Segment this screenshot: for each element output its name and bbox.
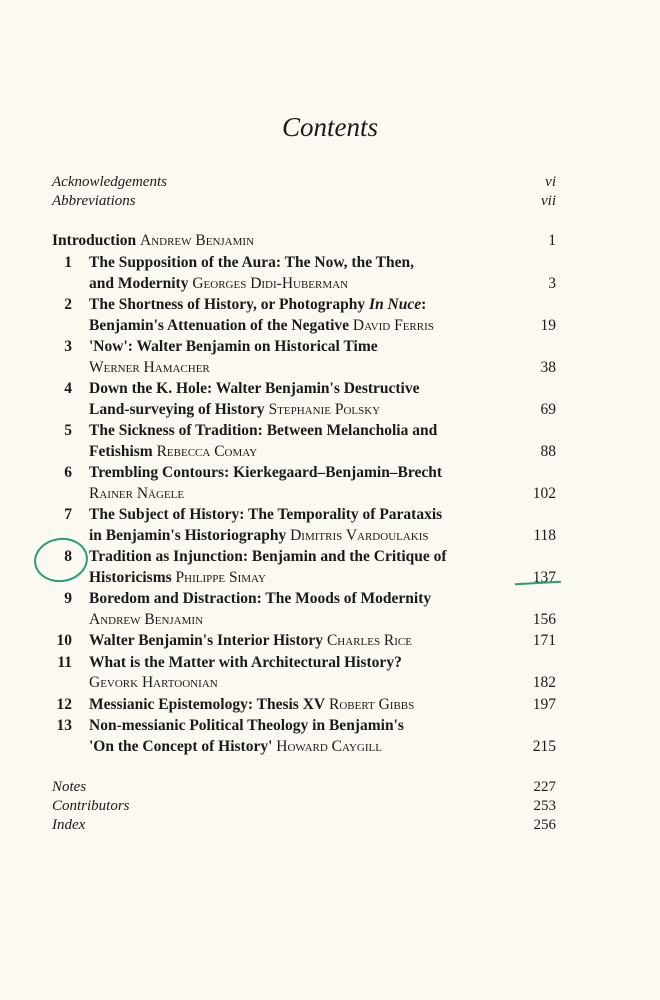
chapter-number: 4: [64, 380, 72, 397]
page-number: 197: [532, 695, 556, 713]
chapter-author: Georges Didi-Huberman: [192, 274, 349, 292]
list-item: [52, 797, 556, 816]
chapter-author: Charles Rice: [326, 632, 412, 649]
chapter-entry: [52, 547, 556, 588]
introduction-entry: [52, 231, 556, 251]
chapter-author: Philippe Simay: [175, 568, 266, 586]
chapter-title-emphasis: In Nuce: [369, 296, 422, 313]
page-number: 215: [532, 737, 556, 755]
chapter-entry: [52, 253, 556, 294]
page-number: 253: [533, 798, 556, 814]
page-number: 182: [532, 674, 556, 691]
chapter-title: Trembling Contours: Kierkegaard–Benjamin–Brecht: [89, 464, 443, 481]
list-item: [52, 192, 556, 211]
chapter-title-cont: and Modernity: [89, 274, 189, 292]
list-item: [52, 173, 556, 192]
chapter-entry: [52, 379, 556, 420]
chapter-author: Werner Hamacher: [89, 358, 210, 376]
list-item: [52, 816, 556, 835]
page-number: 1: [548, 232, 556, 249]
page-number: 69: [540, 400, 556, 418]
chapter-title: The Shortness of History, or Photography: [89, 296, 370, 313]
page-number: 102: [532, 484, 556, 502]
chapter-title: What is the Matter with Architectural History?: [89, 653, 402, 671]
page-number: 156: [532, 610, 556, 628]
chapter-number: 9: [64, 590, 72, 607]
chapter-title-punct: :: [421, 296, 427, 313]
chapter-entry: [52, 295, 556, 336]
chapter-author: Rebecca Comay: [156, 442, 258, 460]
chapter-author: Rainer Nägele: [89, 484, 185, 502]
page-title: Contents: [281, 112, 378, 142]
chapter-number: 12: [56, 695, 72, 713]
chapter-entry: [52, 463, 556, 504]
chapter-number: 6: [64, 464, 72, 481]
front-matter-label: Abbreviations: [52, 193, 136, 209]
chapter-title-cont: Historicisms: [89, 568, 172, 586]
chapter-title-cont: Land-surveying of History: [89, 400, 265, 418]
back-matter: [52, 778, 556, 835]
chapter-entry: [52, 589, 556, 630]
chapter-list: [52, 253, 556, 758]
chapter-author: Robert Gibbs: [328, 695, 415, 713]
chapter-title: Boredom and Distraction: The Moods of Modernity: [89, 590, 432, 607]
chapter-title: Down the K. Hole: Walter Benjamin's Destructive: [89, 380, 420, 397]
page-number: 38: [540, 358, 556, 376]
chapter-entry: [52, 716, 556, 757]
chapter-title: Messianic Epistemology: Thesis XV: [89, 695, 326, 713]
chapter-title: The Sickness of Tradition: Between Melancholia and: [89, 422, 438, 439]
page-number: 171: [532, 632, 556, 649]
front-matter-label: Acknowledgements: [52, 174, 167, 190]
chapter-number: 5: [64, 422, 72, 439]
chapter-title-cont: Benjamin's Attenuation of the Negative: [89, 316, 350, 334]
chapter-entry: [52, 631, 556, 652]
page-number: 118: [533, 526, 556, 544]
page-number: 88: [540, 442, 556, 460]
chapter-number: 2: [64, 296, 72, 313]
chapter-author: David Ferris: [352, 316, 434, 334]
list-item: [52, 778, 556, 797]
page-number: 19: [540, 316, 556, 334]
back-matter-label: Index: [52, 817, 86, 833]
introduction-title: Introduction: [52, 232, 137, 249]
chapter-entry: [52, 421, 556, 462]
chapter-number: 10: [56, 632, 72, 649]
chapter-author: Stephanie Polsky: [268, 400, 381, 418]
chapter-title: The Subject of History: The Temporality of Parataxis: [89, 506, 443, 523]
introduction-author: Andrew Benjamin: [140, 232, 255, 249]
chapter-number: 1: [64, 254, 72, 271]
chapter-author: Gevork Hartoonian: [89, 674, 218, 691]
chapter-entry: [52, 695, 556, 716]
back-matter-label: Contributors: [52, 798, 130, 814]
page-number: 137: [532, 568, 556, 586]
chapter-title-cont: 'On the Concept of History': [89, 737, 273, 755]
back-matter-label: Notes: [52, 779, 87, 795]
chapter-number: 3: [64, 338, 72, 355]
chapter-title: Walter Benjamin's Interior History: [89, 632, 324, 649]
chapter-entry: [52, 337, 556, 378]
chapter-number: 7: [64, 506, 72, 523]
page-number: vi: [545, 174, 556, 190]
page-number: 256: [533, 817, 556, 833]
chapter-entry: [52, 505, 556, 546]
chapter-title: 'Now': Walter Benjamin on Historical Time: [89, 338, 378, 355]
chapter-title: Tradition as Injunction: Benjamin and the Critique of: [89, 548, 447, 565]
chapter-entry: [52, 653, 556, 694]
front-matter: [52, 173, 556, 211]
chapter-title: Non-messianic Political Theology in Benjamin's: [89, 717, 404, 734]
chapter-author: Howard Caygill: [276, 737, 382, 755]
chapter-title-cont: in Benjamin's Historiography: [89, 526, 287, 544]
page-number: vii: [541, 193, 556, 209]
chapter-author: Dimitris Vardoulakis: [290, 526, 429, 544]
chapter-title: The Supposition of the Aura: The Now, the Then,: [89, 254, 415, 271]
chapter-author: Andrew Benjamin: [89, 610, 204, 628]
chapter-number: 8: [64, 548, 72, 565]
page-number: 3: [548, 274, 556, 292]
chapter-title-cont: Fetishism: [89, 442, 153, 460]
chapter-number: 13: [56, 717, 72, 734]
page-number: 227: [533, 779, 556, 795]
chapter-number: 11: [57, 653, 72, 671]
